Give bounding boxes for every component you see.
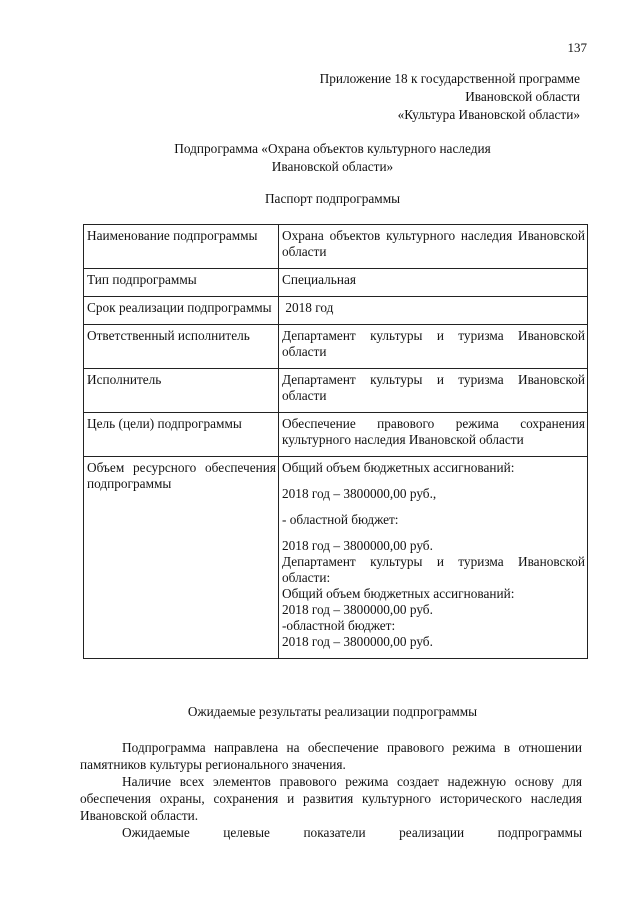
row-label-executor: Исполнитель [84, 369, 279, 413]
funding-line: 2018 год – 3800000,00 руб., [282, 486, 437, 501]
row-label-goal: Цель (цели) подпрограммы [84, 413, 279, 457]
funding-line: - областной бюджет: [282, 512, 399, 527]
appendix-line: Ивановской области [465, 89, 580, 104]
funding-line: Общий объем бюджетных ассигнований: [282, 586, 515, 601]
table-row [84, 225, 588, 269]
appendix-line: «Культура Ивановской области» [397, 107, 580, 122]
row-value-responsible: Департамент культуры и туризма Ивановской области [279, 325, 588, 369]
paragraph: Ожидаемые целевые показатели реализации подпрограммы [122, 825, 582, 840]
row-value-executor: Департамент культуры и туризма Ивановской области [279, 369, 588, 413]
funding-line: 2018 год – 3800000,00 руб. [282, 634, 433, 649]
table-row [84, 297, 588, 325]
row-label-funding: Объем ресурсного обеспечения подпрограммы [84, 457, 279, 659]
subprogram-title [80, 140, 585, 176]
paragraph: Наличие всех элементов правового режима создает надежную основу для обеспечения охраны, сохранения и развития культурного исторического наследия Ивановской области. [80, 774, 582, 823]
passport-table [83, 224, 588, 659]
page-number: 137 [567, 40, 587, 55]
subprogram-title-line: Ивановской области» [271, 159, 394, 174]
funding-line: -областной бюджет: [282, 618, 396, 633]
row-value-goal: Обеспечение правового режима сохранения культурного наследия Ивановской области [279, 413, 588, 457]
passport-title: Паспорт подпрограммы [264, 191, 401, 206]
funding-line: Общий объем бюджетных ассигнований: [282, 460, 515, 475]
paragraph: Подпрограмма направлена на обеспечение правового режима в отношении памятников культуры регионального значения. [80, 740, 582, 772]
table-row [84, 269, 588, 297]
table-row [84, 413, 588, 457]
row-value-name: Охрана объектов культурного наследия Ивановской области [279, 225, 588, 269]
body-text [80, 739, 582, 841]
table-row [84, 369, 588, 413]
appendix-line: Приложение 18 к государственной программе [319, 71, 580, 86]
row-label-term: Срок реализации подпрограммы [84, 297, 279, 325]
row-value-type: Специальная [279, 269, 588, 297]
table-row [84, 457, 588, 659]
subprogram-title-line: Подпрограмма «Охрана объектов культурного наследия [174, 141, 491, 156]
funding-line: 2018 год – 3800000,00 руб. [282, 538, 433, 553]
funding-line: 2018 год – 3800000,00 руб. [282, 602, 433, 617]
row-label-responsible: Ответственный исполнитель [84, 325, 279, 369]
row-value-term: 2018 год [279, 297, 588, 325]
appendix-header [200, 70, 580, 124]
row-label-type: Тип подпрограммы [84, 269, 279, 297]
row-label-name: Наименование подпрограммы [84, 225, 279, 269]
results-title: Ожидаемые результаты реализации подпрограммы [187, 704, 478, 719]
row-value-funding [279, 457, 588, 659]
table-row [84, 325, 588, 369]
funding-line: Департамент культуры и туризма Ивановской области: [282, 554, 585, 585]
